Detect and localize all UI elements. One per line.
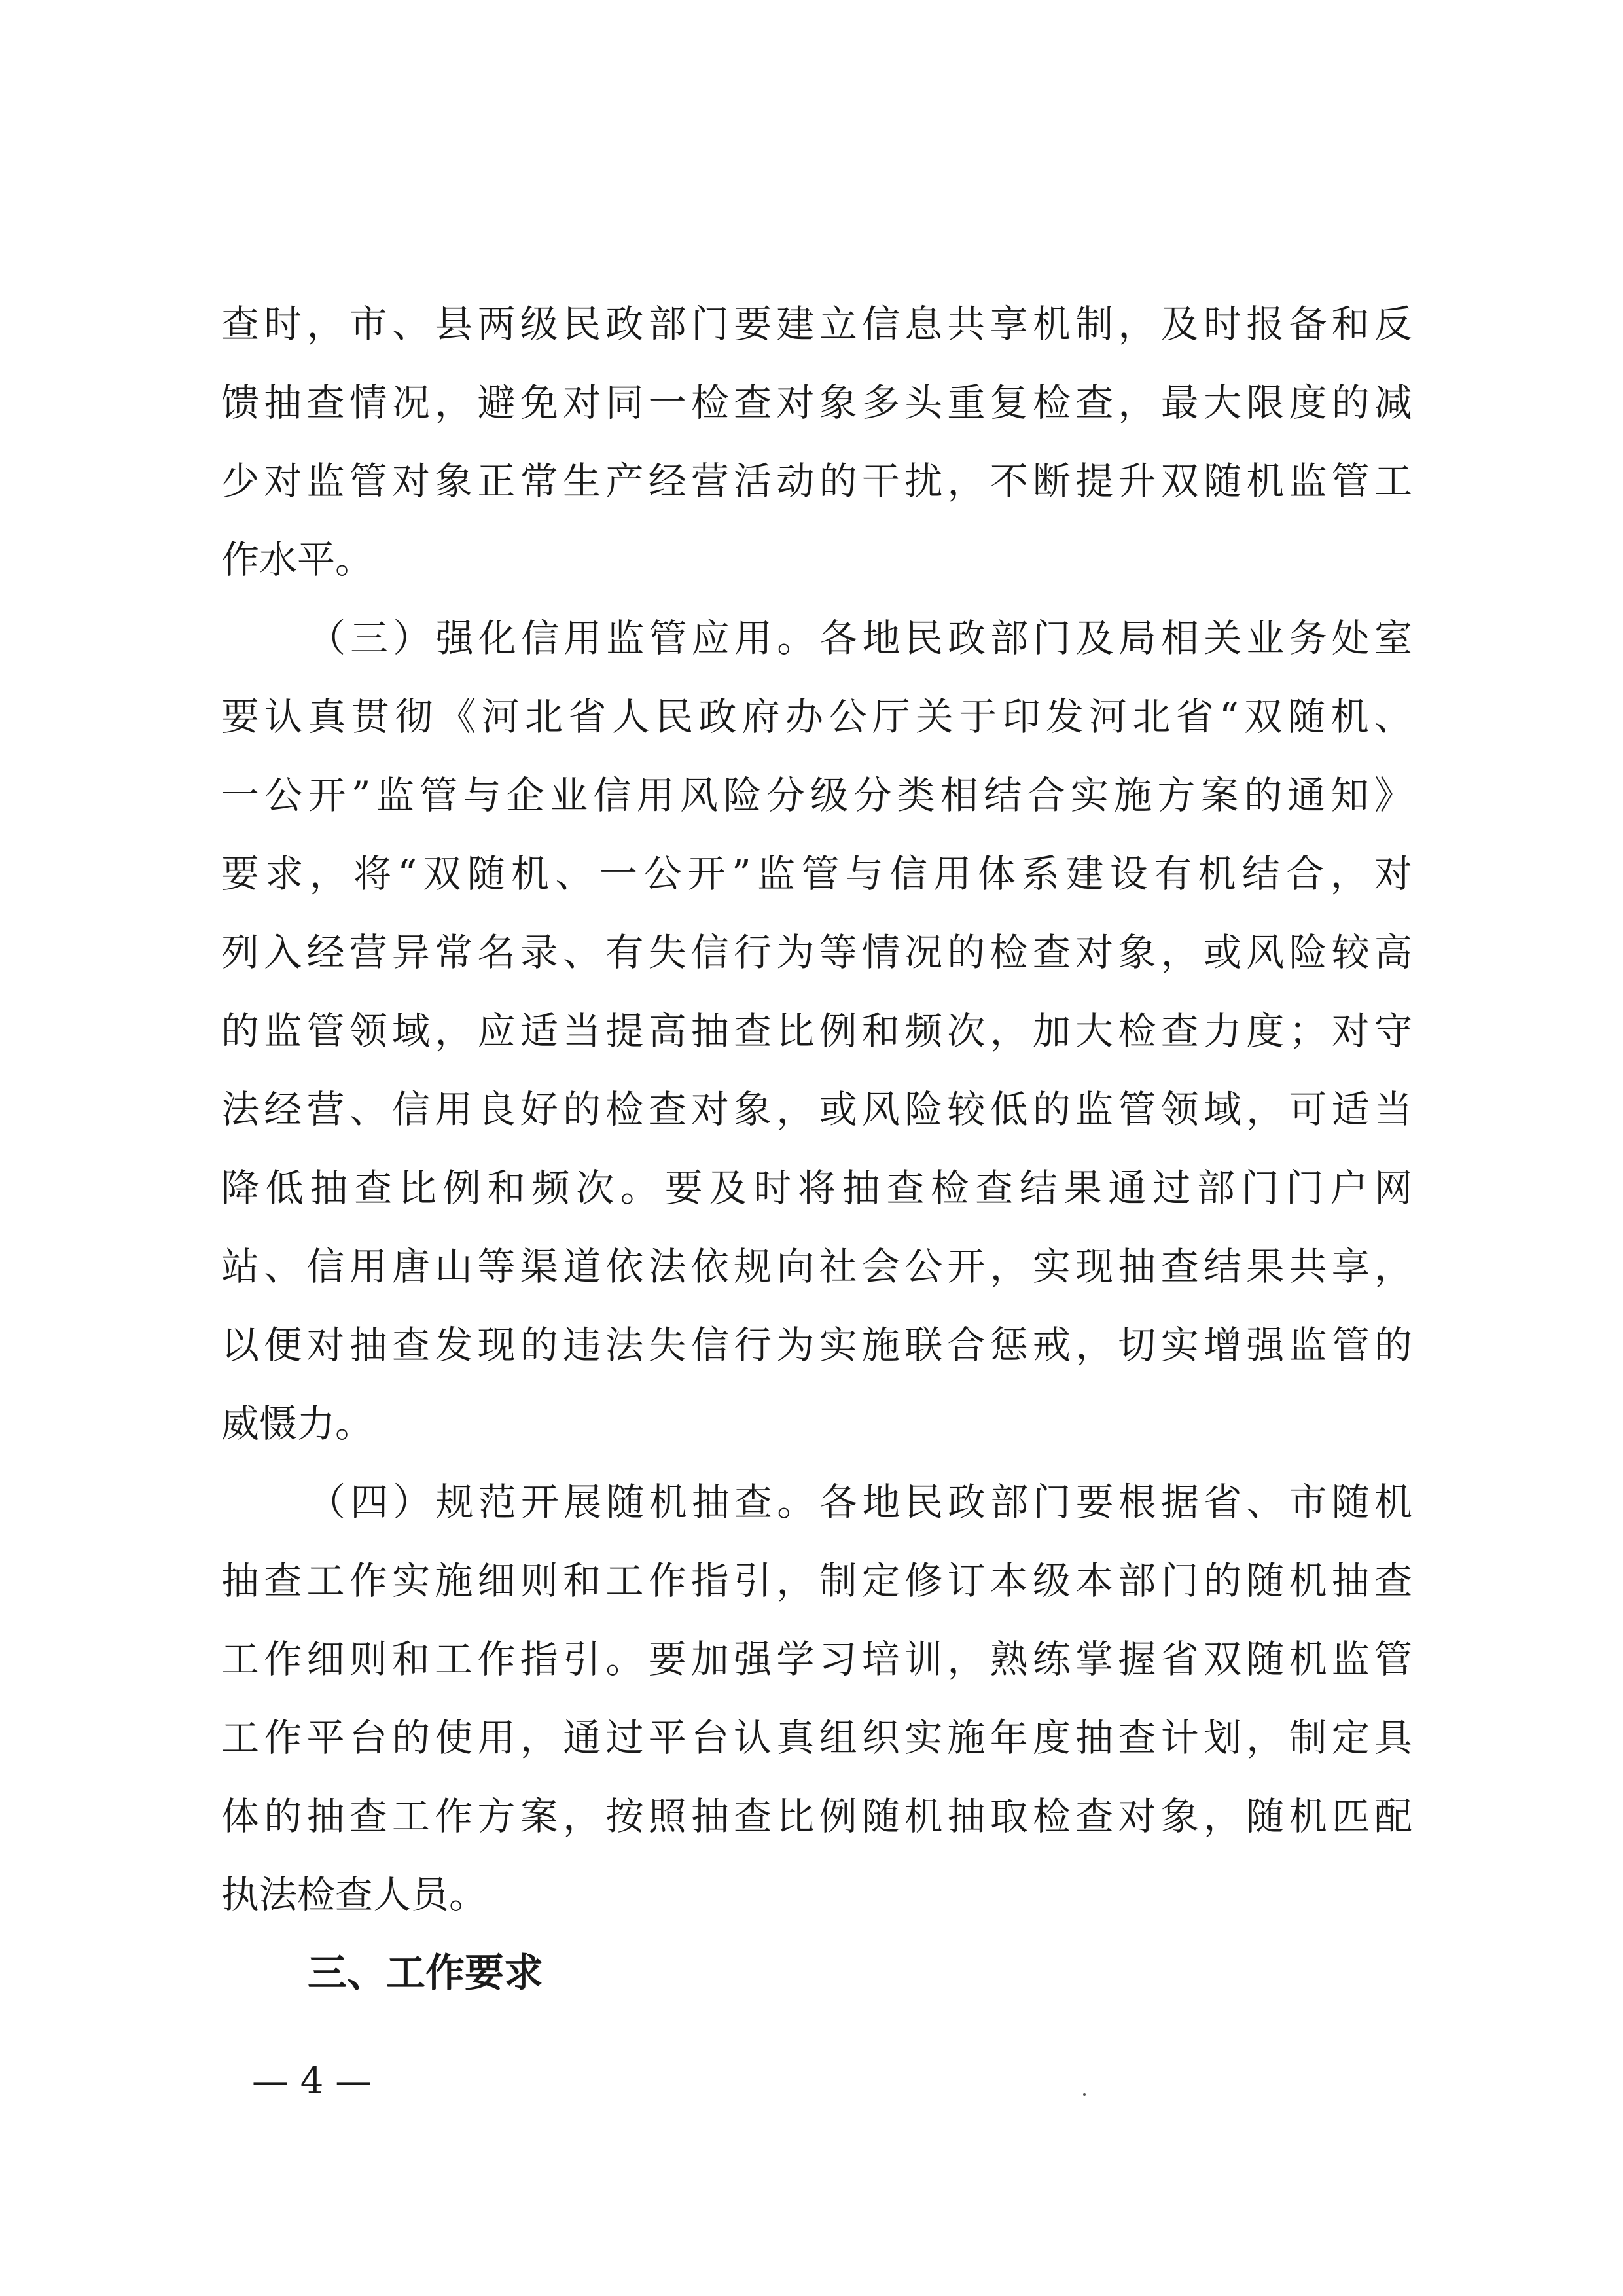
body-line-13: 站、信用唐山等渠道依法依规向社会公开，实现抽查结果共享， [221,1244,1412,1289]
body-line-8: 要求，将“双随机、一公开”监管与信用体系建设有机结合，对 [221,852,1412,896]
body-line-18: 工作细则和工作指引。要加强学习培训，熟练掌握省双随机监管 [221,1637,1412,1681]
body-line-17: 抽查工作实施细则和工作指引，制定修订本级本部门的随机抽查 [221,1558,1412,1603]
body-line-4: 作水平。 [221,537,374,582]
body-line-1: 查时，市、县两级民政部门要建立信息共享机制，及时报备和反 [221,302,1412,346]
body-line-9: 列入经营异常名录、有失信行为等情况的检查对象，或风险较高 [221,930,1412,975]
scan-speck [1083,2093,1086,2096]
body-line-19: 工作平台的使用，通过平台认真组织实施年度抽查计划，制定具 [221,1715,1412,1760]
body-line-12: 降低抽查比例和频次。要及时将抽查检查结果通过部门门户网 [221,1166,1412,1210]
body-line-21: 执法检查人员。 [221,1873,488,1917]
body-line-2: 馈抽查情况，避免对同一检查对象多头重复检查，最大限度的减 [221,380,1412,425]
body-line-20: 体的抽查工作方案，按照抽查比例随机抽取检查对象，随机匹配 [221,1794,1412,1839]
section-heading: 三、工作要求 [308,1950,543,1996]
body-line-7: 一公开”监管与企业信用风险分级分类相结合实施方案的通知》 [221,773,1412,817]
page-number: — 4 — [252,2060,372,2102]
body-line-11: 法经营、信用良好的检查对象，或风险较低的监管领域，可适当 [221,1087,1412,1132]
body-line-14: 以便对抽查发现的违法失信行为实施联合惩戒，切实增强监管的 [221,1323,1412,1367]
body-line-3: 少对监管对象正常生产经营活动的干扰，不断提升双随机监管工 [221,459,1412,503]
body-line-10: 的监管领域，应适当提高抽查比例和频次，加大检查力度；对守 [221,1009,1412,1053]
body-line-15: 威慑力。 [221,1401,374,1446]
section-4-first-line: （四）规范开展随机抽查。各地民政部门要根据省、市随机 [308,1480,1412,1524]
section-3-first-line: （三）强化信用监管应用。各地民政部门及局相关业务处室 [308,616,1412,660]
body-line-6: 要认真贯彻《河北省人民政府办公厅关于印发河北省“双随机、 [221,694,1412,739]
